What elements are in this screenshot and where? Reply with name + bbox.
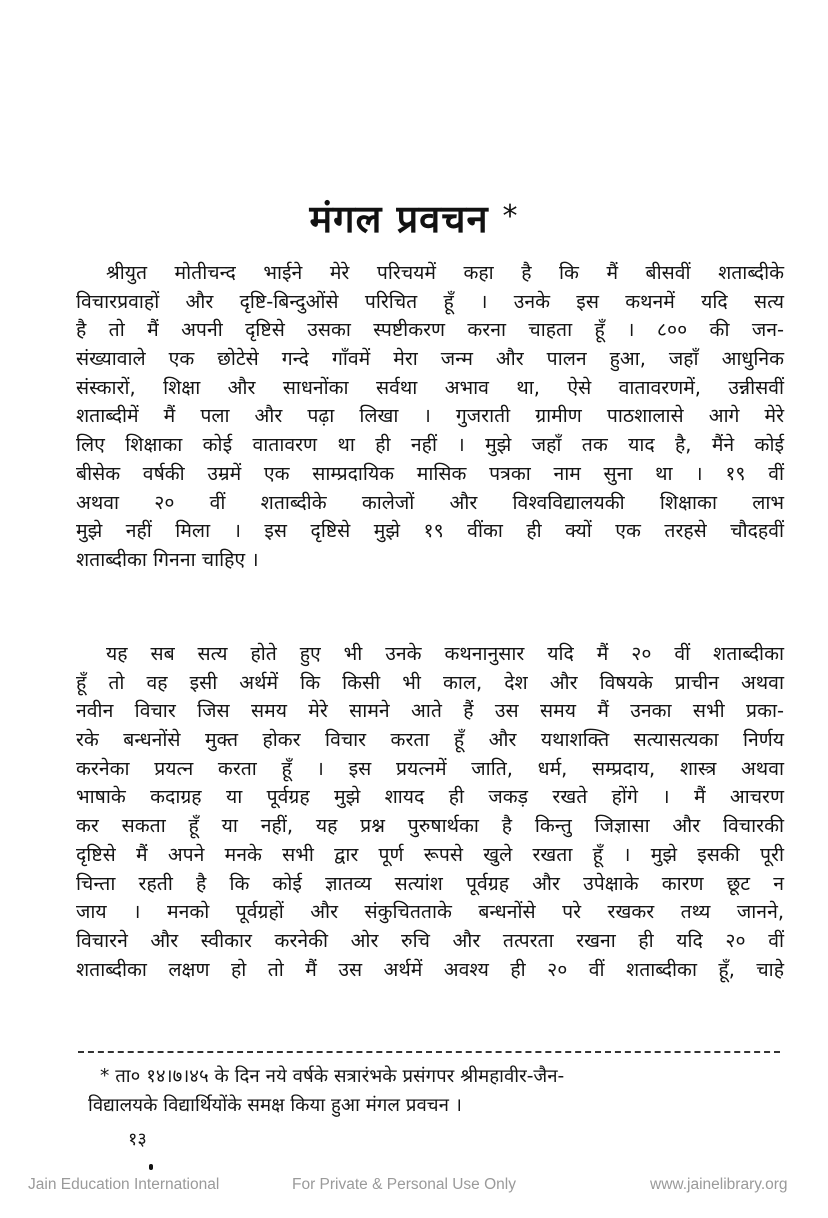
text-line: चिन्ता रहती है कि कोई ज्ञातव्य सत्यांश पूर्वग्रह और उपेक्षाके कारण छूट न (76, 871, 784, 895)
text-line: जाय । मनको पूर्वग्रहों और संकुचितताके बन्धनोंसे परे रखकर तथ्य जानने, (76, 900, 784, 924)
text-line: है तो मैं अपनी दृष्टिसे उसका स्पष्टीकरण करना चाहता हूँ । ८०० की जन- (76, 318, 784, 342)
footnote (88, 1062, 788, 1119)
text-line: लिए शिक्षाका कोई वातावरण था ही नहीं । मुझे जहाँ तक याद है, मैंने कोई (76, 433, 784, 457)
text-line: शताब्दीका गिनना चाहिए । (76, 547, 259, 571)
text-line: विचारने और स्वीकार करनेकी ओर रुचि और तत्परता रखना ही यदि २० वीं (76, 928, 784, 952)
text-line: दृष्टिसे मैं अपने मनके सभी द्वार पूर्ण रूपसे खुले रखता हूँ । मुझे इसकी पूरी (76, 842, 784, 866)
paragraph-1 (76, 259, 784, 575)
text-line: करनेका प्रयत्न करता हूँ । इस प्रयत्नमें जाति, धर्म, सम्प्रदाय, शास्त्र अथवा (76, 756, 784, 780)
text-line: भाषाके कदाग्रह या पूर्वग्रह मुझे शायद ही जकड़ रखते होंगे । मैं आचरण (76, 785, 784, 809)
text-line: श्रीयुत मोतीचन्द भाईने मेरे परिचयमें कहा है कि मैं बीसवीं शताब्दीके (106, 261, 784, 284)
watermark-footer (0, 1176, 828, 1196)
footer-website: www.jainelibrary.org (650, 1176, 788, 1193)
page-title (0, 192, 828, 244)
text-line: नवीन विचार जिस समय मेरे सामने आते हैं उस समय मैं उनका सभी प्रका- (76, 699, 784, 723)
text-line: बीसेक वर्षकी उम्रमें एक साम्प्रदायिक मासिक पत्रका नाम सुना था । १९ वीं (76, 461, 784, 485)
text-line: हूँ तो वह इसी अर्थमें कि किसी भी काल, देश और विषयके प्राचीन अथवा (76, 670, 784, 694)
ink-speck (149, 1164, 153, 1170)
text-line: संख्यावाले एक छोटेसे गन्दे गाँवमें मेरा जन्म और पालन हुआ, जहाँ आधुनिक (76, 347, 784, 371)
text-line: रके बन्धनोंसे मुक्त होकर विचार करता हूँ और यथाशक्ति सत्यासत्यका निर्णय (76, 728, 784, 752)
footnote-line: विद्यालयके विद्यार्थियोंके समक्ष किया हुआ मंगल प्रवचन । (88, 1094, 462, 1116)
text-line: अथवा २० वीं शताब्दीके कालेजों और विश्वविद्यालयकी शिक्षाका लाभ (76, 490, 784, 514)
footer-usage-notice: For Private & Personal Use Only (292, 1176, 516, 1193)
footnote-marker: * (502, 199, 519, 234)
text-line: मुझे नहीं मिला । इस दृष्टिसे मुझे १९ वींका ही क्यों एक तरहसे चौदहवीं (76, 519, 784, 543)
page-number: १३ (128, 1129, 147, 1150)
text-line: शताब्दीमें मैं पला और पढ़ा लिखा । गुजराती ग्रामीण पाठशालासे आगे मेरे (76, 404, 784, 428)
footer-publisher: Jain Education International (28, 1176, 220, 1193)
footnote-line: * ता० १४।७।४५ के दिन नये वर्षके सत्रारंभके प्रसंगपर श्रीमहावीर-जैन- (100, 1066, 565, 1087)
text-line: संस्कारों, शिक्षा और साधनोंका सर्वथा अभाव था, ऐसे वातावरणमें, उन्नीसवीं (76, 375, 784, 399)
footnote-divider (78, 1051, 780, 1053)
paragraph-2 (76, 640, 784, 984)
text-line: यह सब सत्य होते हुए भी उनके कथनानुसार यदि मैं २० वीं शताब्दीका (106, 642, 784, 665)
text-line: शताब्दीका लक्षण हो तो मैं उस अर्थमें अवश्य ही २० वीं शताब्दीका हूँ, चाहे (76, 957, 784, 981)
title-text: मंगल प्रवचन (309, 197, 489, 241)
text-line: कर सकता हूँ या नहीं, यह प्रश्न पुरुषार्थका है किन्तु जिज्ञासा और विचारकी (76, 814, 784, 838)
text-line: विचारप्रवाहों और दृष्टि-बिन्दुओंसे परिचित हूँ । उनके इस कथनमें यदि सत्य (76, 289, 784, 313)
